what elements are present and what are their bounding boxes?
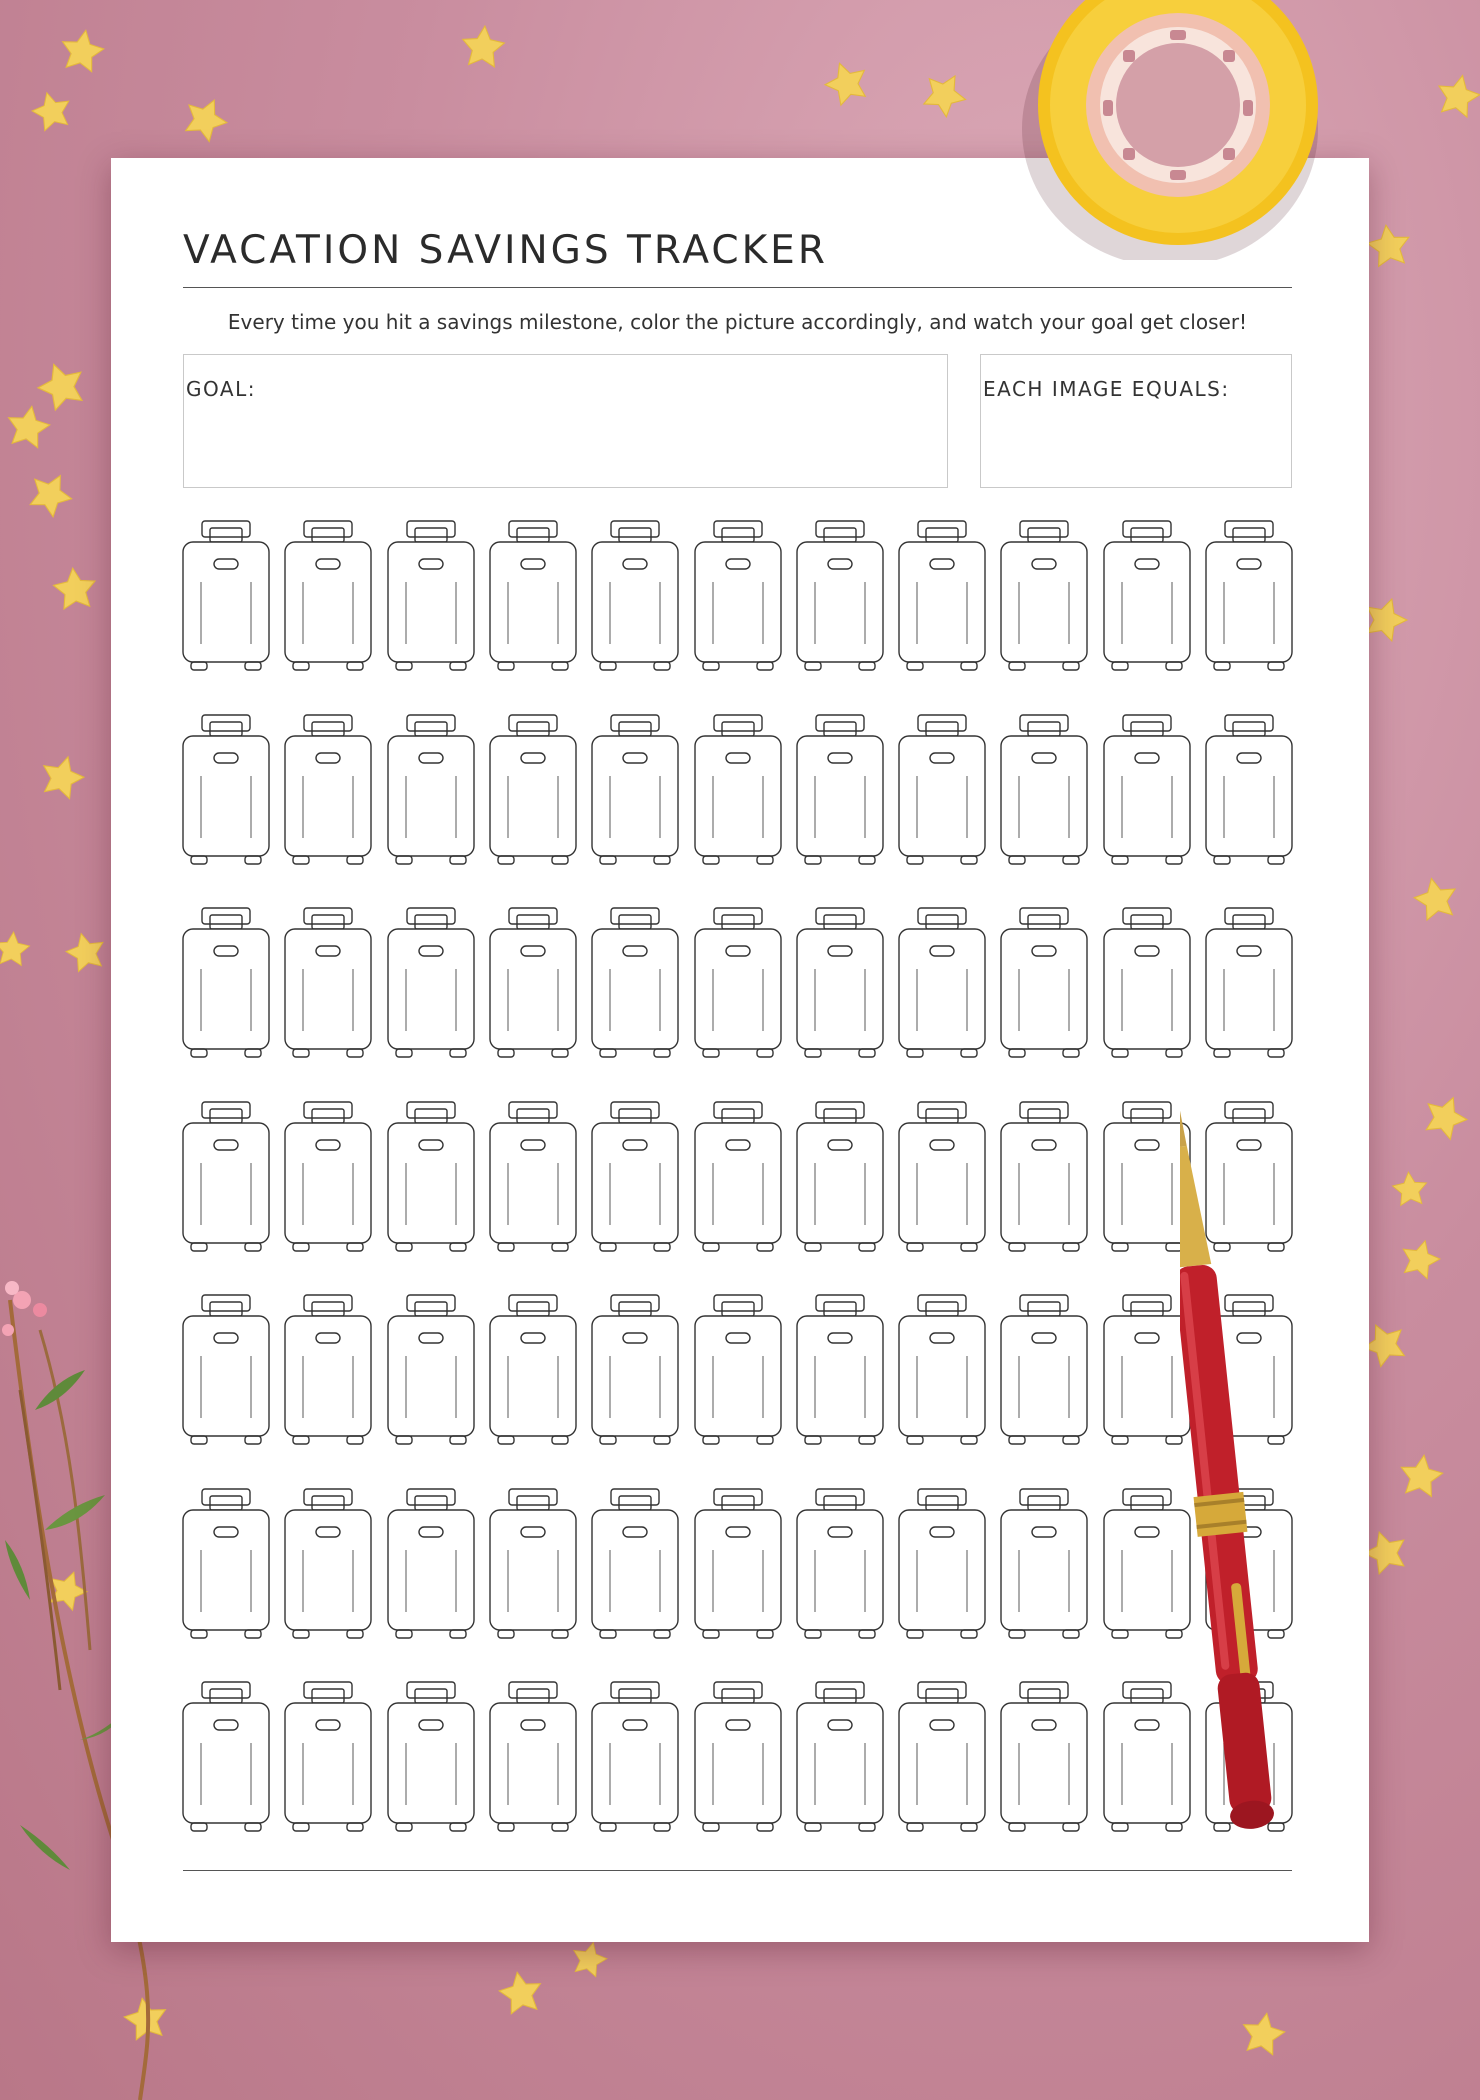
suitcase-icon[interactable] — [387, 1681, 475, 1833]
suitcase-icon[interactable] — [796, 1488, 884, 1640]
suitcase-icon[interactable] — [1103, 1681, 1191, 1833]
suitcase-icon[interactable] — [898, 1101, 986, 1253]
suitcase-icon[interactable] — [387, 520, 475, 672]
suitcase-icon[interactable] — [387, 1488, 475, 1640]
suitcase-icon[interactable] — [796, 907, 884, 1059]
title-divider — [183, 287, 1292, 288]
suitcase-icon[interactable] — [1000, 1294, 1088, 1446]
suitcase-icon[interactable] — [591, 1681, 679, 1833]
suitcase-icon[interactable] — [387, 907, 475, 1059]
suitcase-icon[interactable] — [1000, 907, 1088, 1059]
suitcase-icon[interactable] — [1205, 520, 1293, 672]
suitcase-icon[interactable] — [591, 1488, 679, 1640]
suitcase-icon[interactable] — [284, 1488, 372, 1640]
suitcase-icon[interactable] — [694, 1681, 782, 1833]
suitcase-icon[interactable] — [182, 1294, 270, 1446]
page-title: VACATION SAVINGS TRACKER — [183, 228, 828, 273]
pen-decoration — [1180, 1060, 1340, 1860]
suitcase-icon[interactable] — [284, 1101, 372, 1253]
suitcase-icon[interactable] — [284, 520, 372, 672]
suitcase-icon[interactable] — [182, 714, 270, 866]
suitcase-icon[interactable] — [796, 520, 884, 672]
suitcase-icon[interactable] — [898, 714, 986, 866]
suitcase-icon[interactable] — [1103, 1101, 1191, 1253]
suitcase-icon[interactable] — [1103, 714, 1191, 866]
each-image-equals-label: EACH IMAGE EQUALS: — [983, 377, 1230, 401]
suitcase-icon[interactable] — [489, 1681, 577, 1833]
suitcase-icon[interactable] — [898, 1681, 986, 1833]
suitcase-icon[interactable] — [694, 907, 782, 1059]
suitcase-icon[interactable] — [898, 1294, 986, 1446]
suitcase-icon[interactable] — [1000, 520, 1088, 672]
suitcase-icon[interactable] — [182, 1488, 270, 1640]
suitcase-icon[interactable] — [489, 520, 577, 672]
suitcase-icon[interactable] — [591, 1294, 679, 1446]
suitcase-icon[interactable] — [284, 714, 372, 866]
suitcase-icon[interactable] — [1000, 1101, 1088, 1253]
suitcase-icon[interactable] — [694, 1101, 782, 1253]
suitcase-icon[interactable] — [182, 1101, 270, 1253]
suitcase-icon[interactable] — [1205, 907, 1293, 1059]
suitcase-icon[interactable] — [1103, 1294, 1191, 1446]
suitcase-icon[interactable] — [387, 714, 475, 866]
goal-field[interactable] — [183, 354, 948, 488]
suitcase-icon[interactable] — [796, 1294, 884, 1446]
goal-label: GOAL: — [186, 377, 256, 401]
suitcase-icon[interactable] — [694, 714, 782, 866]
suitcase-icon[interactable] — [182, 1681, 270, 1833]
each-image-equals-field[interactable] — [980, 354, 1292, 488]
suitcase-icon[interactable] — [591, 714, 679, 866]
suitcase-icon[interactable] — [489, 1294, 577, 1446]
suitcase-icon[interactable] — [1103, 1488, 1191, 1640]
suitcase-icon[interactable] — [1000, 714, 1088, 866]
suitcase-icon[interactable] — [387, 1101, 475, 1253]
suitcase-icon[interactable] — [1000, 1488, 1088, 1640]
suitcase-icon[interactable] — [182, 907, 270, 1059]
suitcase-icon[interactable] — [796, 714, 884, 866]
suitcase-icon[interactable] — [284, 1681, 372, 1833]
suitcase-icon[interactable] — [387, 1294, 475, 1446]
suitcase-icon[interactable] — [796, 1101, 884, 1253]
suitcase-icon[interactable] — [591, 520, 679, 672]
suitcase-icon[interactable] — [898, 907, 986, 1059]
suitcase-grid — [182, 520, 1294, 1520]
suitcase-icon[interactable] — [591, 1101, 679, 1253]
tape-roll-decoration — [1018, 0, 1338, 260]
suitcase-icon[interactable] — [694, 1488, 782, 1640]
suitcase-icon[interactable] — [898, 520, 986, 672]
suitcase-icon[interactable] — [182, 520, 270, 672]
suitcase-icon[interactable] — [1000, 1681, 1088, 1833]
suitcase-icon[interactable] — [284, 1294, 372, 1446]
suitcase-icon[interactable] — [1103, 907, 1191, 1059]
suitcase-icon[interactable] — [898, 1488, 986, 1640]
suitcase-icon[interactable] — [1205, 714, 1293, 866]
suitcase-icon[interactable] — [694, 1294, 782, 1446]
footer-divider — [183, 1870, 1292, 1871]
suitcase-icon[interactable] — [1103, 520, 1191, 672]
suitcase-icon[interactable] — [489, 714, 577, 866]
suitcase-icon[interactable] — [489, 907, 577, 1059]
suitcase-icon[interactable] — [694, 520, 782, 672]
suitcase-icon[interactable] — [591, 907, 679, 1059]
suitcase-icon[interactable] — [489, 1101, 577, 1253]
suitcase-icon[interactable] — [284, 907, 372, 1059]
suitcase-icon[interactable] — [796, 1681, 884, 1833]
instructions-text: Every time you hit a savings milestone, color the picture accordingly, and watch your goal get closer! — [227, 310, 1248, 334]
suitcase-icon[interactable] — [489, 1488, 577, 1640]
